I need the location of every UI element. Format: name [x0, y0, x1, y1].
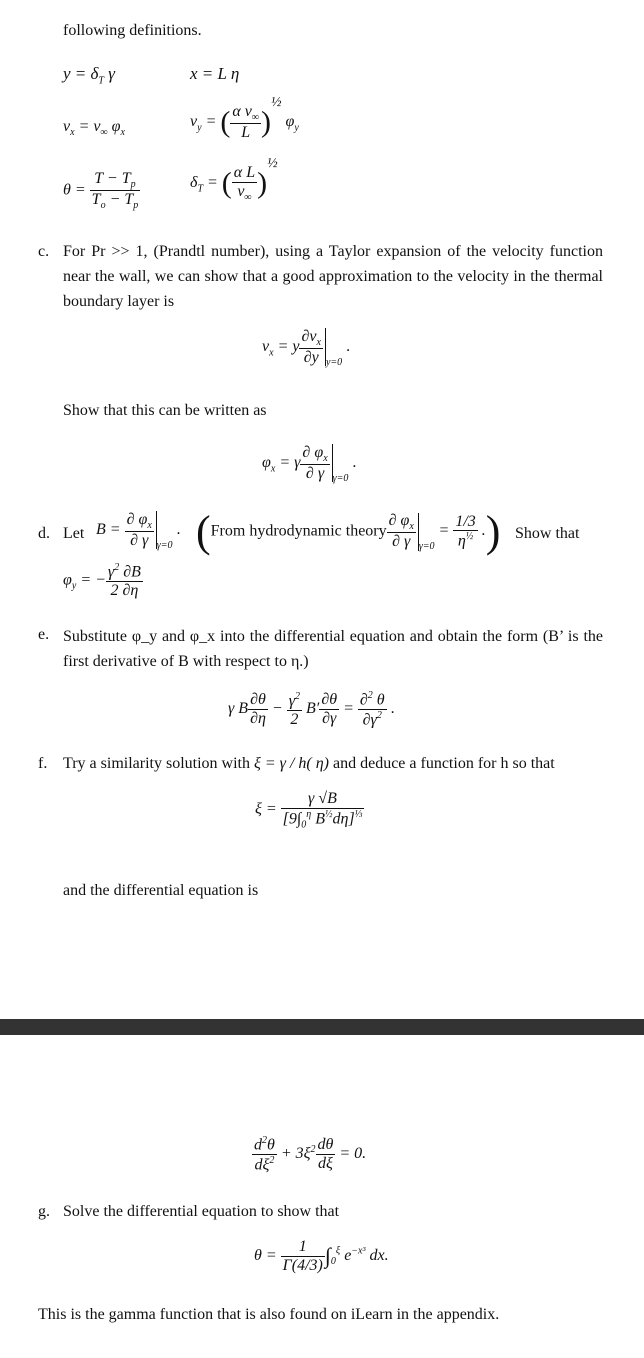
part-f-line: Try a similarity solution with ξ = γ / h( η) and deduce a function for h so that: [63, 755, 555, 772]
part-f-before: Try a similarity solution with: [63, 755, 250, 772]
part-c-label: c.: [38, 243, 50, 260]
part-g-label: g.: [38, 1203, 50, 1220]
part-d-label: d.: [38, 525, 50, 542]
part-d-let: Let: [63, 525, 85, 542]
hydro-note-text: From hydrodynamic theory: [210, 522, 387, 540]
part-e-label: e.: [38, 626, 50, 643]
part-g-text: Solve the differential equation to show that: [63, 1203, 340, 1220]
part-c-text: For Pr >> 1, (Prandtl number), using a Taylor expansion of the velocity function near the wall, we can show that a good approximation to the velocity in the thermal boundary layer is: [63, 243, 603, 310]
part-c-show: Show that this can be written as: [63, 402, 267, 419]
eq-c2: $\varphi_x = \gamma$ $\frac{\partial \varphi_x}{\partial \gamma}$ $_{\gamma=0}$ .: [262, 444, 357, 485]
def-delta: $\delta_T$ = ( $\frac{\text{α L}}{v_\infty}$ )½: [190, 155, 278, 203]
part-d-show: Show that: [515, 525, 580, 542]
page-break-divider: [0, 1019, 644, 1035]
eq-c1: $v_x = y$ $\frac{\partial v_x}{\partial y}$ $_{y=0}$ .: [262, 328, 351, 369]
footer-text: This is the gamma function that is also found on iLearn in the appendix.: [38, 1306, 500, 1323]
eq-d-B: B = $\frac{\partial \varphi_x}{\partial \gamma}$ $_{\gamma=0}$ .: [96, 511, 181, 552]
intro-text: following definitions.: [63, 22, 202, 39]
eq-e: γ B $\frac{\partial\theta}{\partial\eta}$ − $\frac{\gamma^2}{2}$ B′ $\frac{\partial\theta}{\partial\gamma}$ = $\frac{\partial^2 \theta}{\partial\gamma^2}$ .: [228, 690, 395, 729]
part-f-and: and the differential equation is: [63, 882, 259, 899]
hydro-note: (From hydrodynamic theory $\frac{\partial \varphi_x}{\partial \gamma}$ $_{\gamma=0}$ = $\frac{1/3}{\eta^{\frac{1}{2}}}$ .): [196, 507, 501, 556]
part-f-after: and deduce a function for h so that: [332, 755, 555, 772]
part-e-text: Substitute φ_y and φ_x into the differential equation and obtain the form (B’ is the first derivative of B with respect to η.): [63, 628, 603, 670]
eq-g-theta: θ = $\frac{1}{\Gamma(4/3)}$ $\int_0^\xi$ $e^{-x^3}$ dx.: [254, 1238, 389, 1274]
def-y: $y = \delta_T$ γ: [63, 64, 115, 87]
def-vy: $v_y$ = ( $\frac{\alpha v_\infty}{L}$ )½ $\varphi_y$: [190, 94, 299, 142]
eq-f-xi: ξ = $\frac{\gamma √B}{[9\int_0^\eta B^{\frac{1}{2}}d\eta]^{\frac{1}{3}}}$: [255, 790, 363, 831]
def-vx: $v_x = v_\infty$ $\varphi_x$: [63, 118, 125, 139]
def-x: x = L η: [190, 64, 240, 83]
def-theta: θ = $\frac{T - T_p}{T_o - T_p}$: [63, 170, 139, 212]
eq-d-phiy: $\varphi_y$ = − $\frac{\gamma^2 \partial B}{2 \partial\eta}$: [63, 562, 141, 599]
eq-ode: $\frac{d^2\theta}{d\xi^2}$ + $3\xi^2$ $\frac{d\theta}{d\xi}$ = 0.: [254, 1135, 367, 1174]
part-f-label: f.: [38, 755, 48, 772]
